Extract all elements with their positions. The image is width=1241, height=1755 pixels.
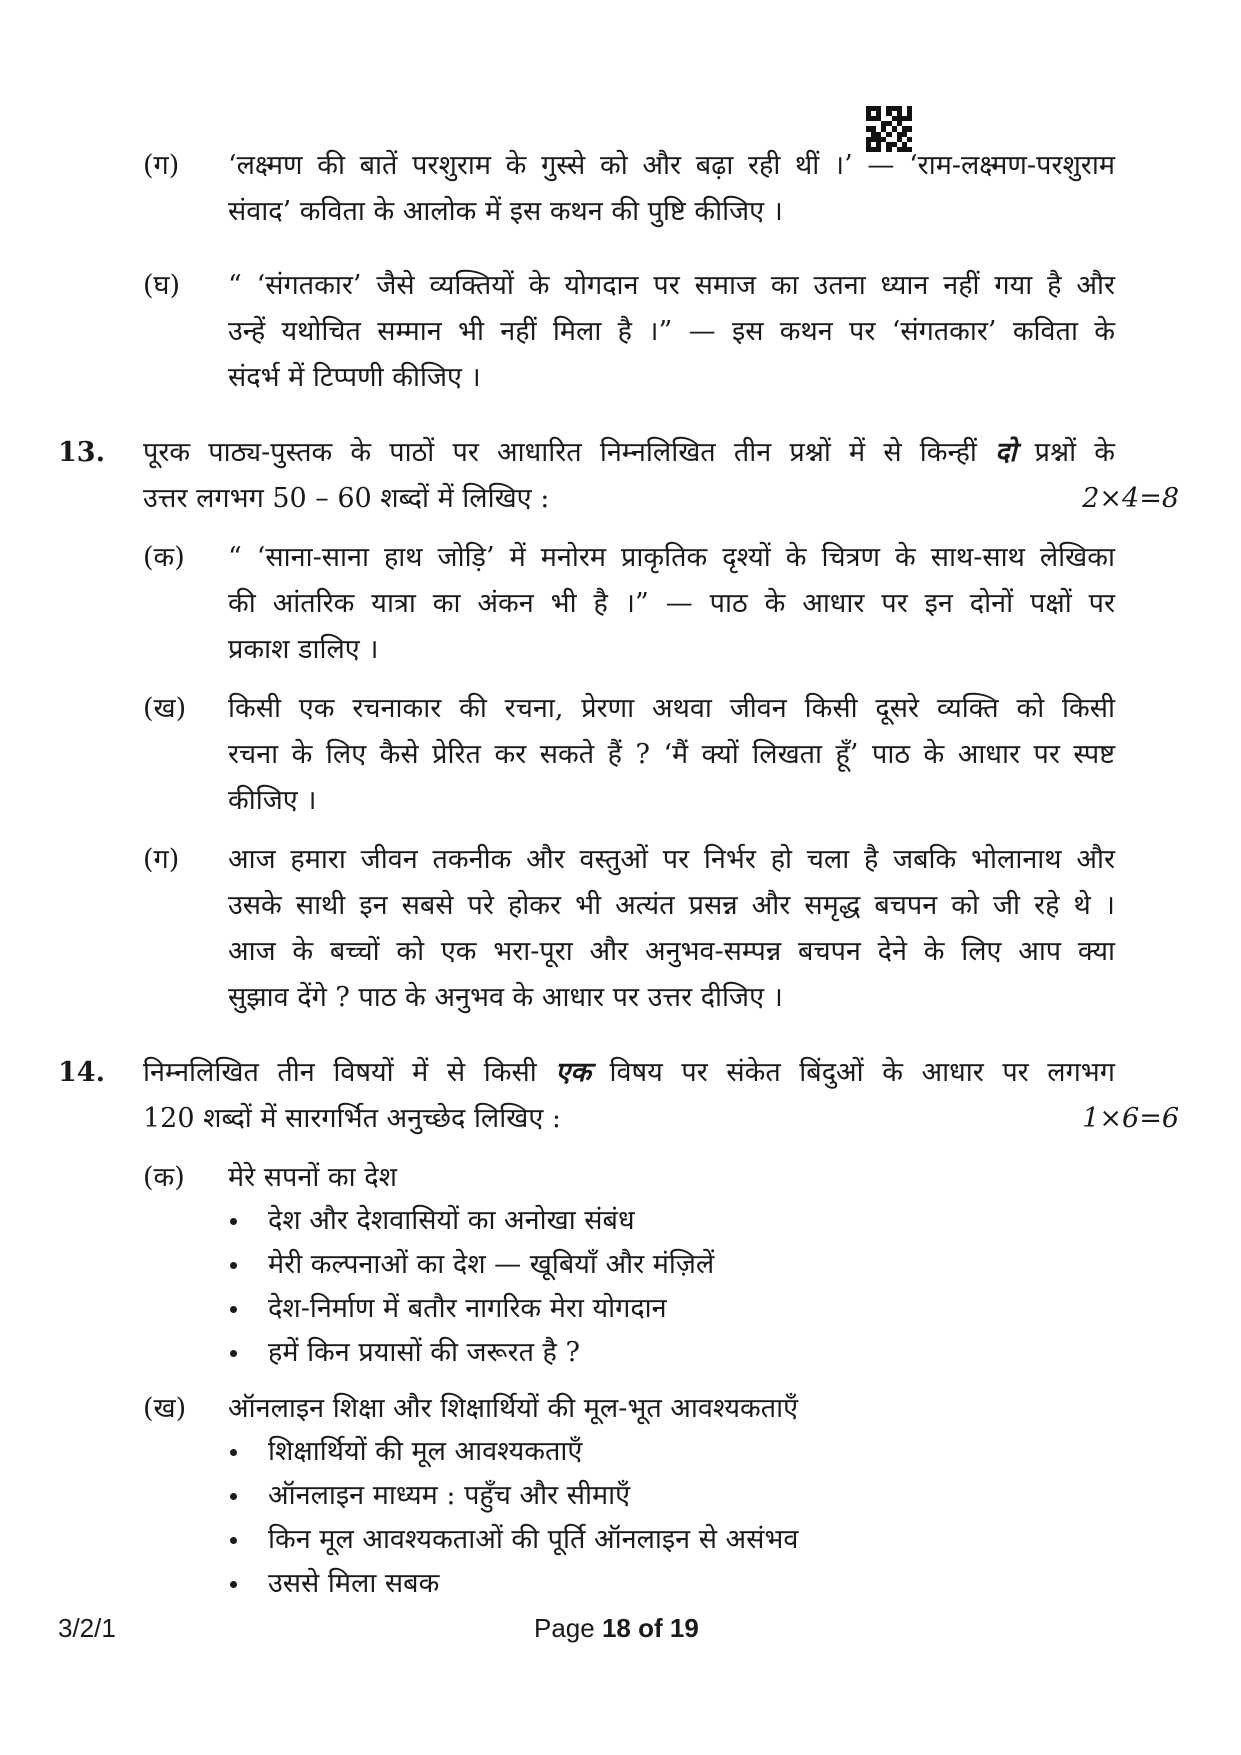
q13-kha-line-3: कीजिए । <box>228 785 317 816</box>
q14-kha-point-4: उससे मिला सबक <box>268 1568 440 1599</box>
q12-ga-line-1: ‘लक्ष्मण की बातें परशुराम के गुस्से को और बढ़ा रही थीं ।’ — ‘राम-लक्ष्मण-परशुराम <box>228 150 1115 181</box>
page-current: 18 <box>601 1613 631 1643</box>
bullet-icon <box>230 1350 237 1357</box>
q14-ka-point-3: देश-निर्माण में बतौर नागरिक मेरा योगदान <box>268 1293 667 1324</box>
q13-marks: 2×4=8 <box>1082 483 1179 514</box>
option-label-kha: (ख) <box>143 693 187 724</box>
page-prefix: Page <box>534 1613 595 1643</box>
q13-instruction-text-end: प्रश्नों के <box>1034 437 1115 468</box>
bullet-icon <box>230 1493 237 1500</box>
q13-instruction-line-1 <box>143 437 1115 469</box>
q13-ka-line-1: “ ‘साना-साना हाथ जोड़ि’ में मनोरम प्राकृतिक दृश्यों के चित्रण के साथ-साथ लेखिका <box>228 542 1115 573</box>
q13-kha-line-2: रचना के लिए कैसे प्रेरित कर सकते हैं ? ‘मैं क्यों लिखता हूँ’ पाठ के आधार पर स्पष्ट <box>228 739 1115 770</box>
option-label-kha-14: (ख) <box>143 1393 187 1424</box>
q12-gha-line-2: उन्हें यथोचित सम्मान भी नहीं मिला है ।” — इस कथन पर ‘संगतकार’ कविता के <box>228 316 1115 347</box>
q13-ga-line-3: आज के बच्चों को एक भरा-पूरा और अनुभव-सम्पन्न बचपन देने के लिए आप क्या <box>228 936 1115 967</box>
option-label-ga: (ग) <box>143 150 180 181</box>
q14-kha-point-3: किन मूल आवश्यकताओं की पूर्ति ऑनलाइन से असंभव <box>268 1524 799 1555</box>
q13-emphasis: दो <box>995 437 1017 468</box>
q14-kha-title: ऑनलाइन शिक्षा और शिक्षार्थियों की मूल-भूत आवश्यकताएँ <box>228 1393 799 1424</box>
option-label-ka: (क) <box>143 542 185 573</box>
bullet-icon <box>230 1449 237 1456</box>
q14-instruction-line-2: 120 शब्दों में सारगर्भित अनुच्छेद लिखिए : <box>143 1103 561 1134</box>
q14-instruction-text: निम्नलिखित तीन विषयों में से किसी <box>143 1057 537 1088</box>
q12-ga-line-2: संवाद’ कविता के आलोक में इस कथन की पुष्टि कीजिए । <box>228 196 783 227</box>
q14-marks: 1×6=6 <box>1082 1103 1179 1134</box>
q14-ka-point-2: मेरी कल्पनाओं का देश — खूबियाँ और मंज़िलें <box>268 1249 715 1280</box>
question-number-14: 14. <box>58 1057 105 1088</box>
q14-emphasis: एक <box>555 1057 591 1088</box>
q14-instruction-line-1 <box>143 1057 1115 1089</box>
bullet-icon <box>230 1262 237 1269</box>
q13-ga-line-2: उसके साथी इन सबसे परे होकर भी अत्यंत प्रसन्न और समृद्ध बचपन को जी रहे थे । <box>228 890 1115 921</box>
q14-ka-point-1: देश और देशवासियों का अनोखा संबंध <box>268 1205 635 1236</box>
q14-ka-point-4: हमें किन प्रयासों की जरूरत है ? <box>268 1337 580 1368</box>
q13-instruction-text: पूरक पाठ्य-पुस्तक के पाठों पर आधारित निम्नलिखित तीन प्रश्नों में से किन्हीं <box>143 437 977 468</box>
q12-gha-line-1: “ ‘संगतकार’ जैसे व्यक्तियों के योगदान पर समाज का उतना ध्यान नहीं गया है और <box>228 270 1115 301</box>
bullet-icon <box>230 1218 237 1225</box>
option-label-ga-13: (ग) <box>143 844 180 875</box>
question-number-13: 13. <box>58 437 105 468</box>
option-label-gha: (घ) <box>143 270 181 301</box>
option-label-ka-14: (क) <box>143 1162 185 1193</box>
q13-ka-line-2: की आंतरिक यात्रा का अंकन भी है ।” — पाठ के आधार पर इन दोनों पक्षों पर <box>228 588 1115 619</box>
q13-instruction-line-2: उत्तर लगभग 50 – 60 शब्दों में लिखिए : <box>143 483 550 514</box>
bullet-icon <box>230 1537 237 1544</box>
bullet-icon <box>230 1306 237 1313</box>
q13-ga-line-4: सुझाव देंगे ? पाठ के अनुभव के आधार पर उत्तर दीजिए । <box>228 982 783 1013</box>
q13-ga-line-1: आज हमारा जीवन तकनीक और वस्तुओं पर निर्भर हो चला है जबकि भोलानाथ और <box>228 844 1115 875</box>
q14-kha-point-2: ऑनलाइन माध्यम : पहुँच और सीमाएँ <box>268 1480 631 1511</box>
page-of: of <box>638 1613 663 1643</box>
q14-ka-title: मेरे सपनों का देश <box>228 1162 397 1193</box>
q12-gha-line-3: संदर्भ में टिप्पणी कीजिए । <box>228 362 481 393</box>
page-total: 19 <box>669 1613 699 1643</box>
page-number <box>534 1612 699 1644</box>
q13-ka-line-3: प्रकाश डालिए । <box>228 634 379 665</box>
q14-kha-point-1: शिक्षार्थियों की मूल आवश्यकताएँ <box>268 1436 583 1467</box>
q13-kha-line-1: किसी एक रचनाकार की रचना, प्रेरणा अथवा जीवन किसी दूसरे व्यक्ति को किसी <box>228 693 1115 724</box>
qr-code-icon <box>866 106 912 152</box>
bullet-icon <box>230 1581 237 1588</box>
paper-code: 3/2/1 <box>58 1613 116 1643</box>
q14-instruction-text-end: विषय पर संकेत बिंदुओं के आधार पर लगभग <box>609 1057 1115 1088</box>
